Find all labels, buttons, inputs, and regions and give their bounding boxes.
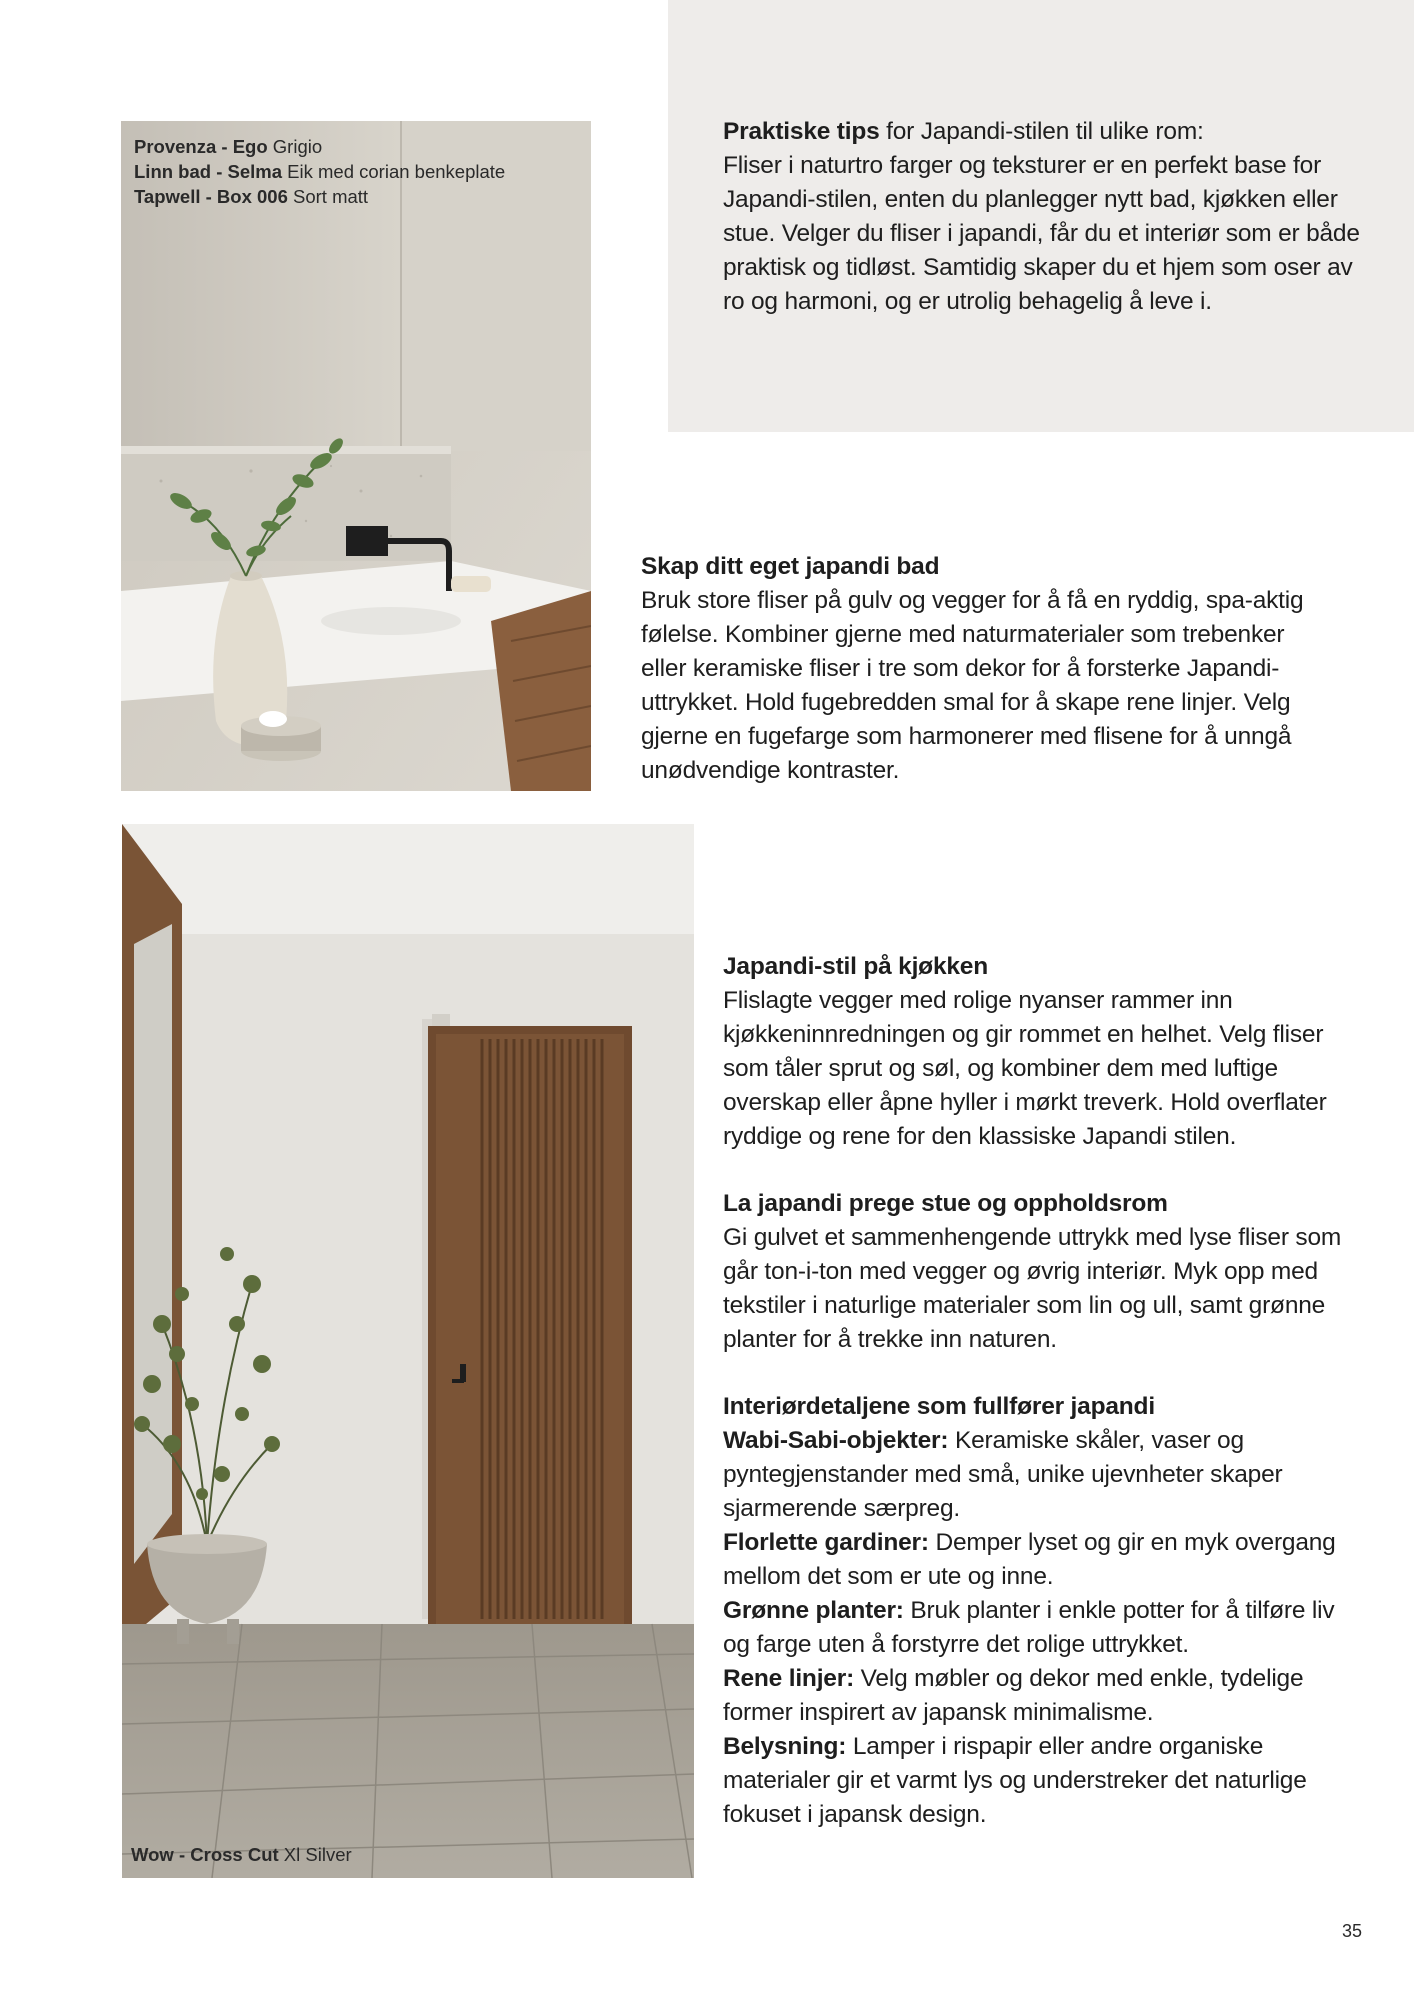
detail-item — [723, 1526, 1363, 1594]
kitchen-heading: Japandi-stil på kjøkken — [723, 953, 988, 980]
detail-text: Velg møbler og dekor med enkle, tydelige former inspirert av japansk minimalisme. — [723, 1665, 1304, 1726]
detail-term: Florlette gardiner: — [723, 1529, 929, 1556]
detail-item — [723, 1594, 1363, 1662]
hallway-photo-caption — [131, 1842, 352, 1867]
hallway-photo — [122, 824, 694, 1878]
bathroom-heading: Skap ditt eget japandi bad — [641, 553, 940, 580]
kitchen-body: Flislagte vegger med rolige nyanser rammer inn kjøkkeninnredningen og gir rommet en helhet. Velg fliser som tåler sprut og søl, og kombiner dem med luftige overskap eller åpne hyller i mørkt treverk. Hold overflater ryddige og rene for den klassiske Japandi stilen. — [723, 987, 1327, 1150]
detail-item — [723, 1662, 1363, 1730]
caption-product: Linn bad - Selma — [134, 161, 283, 182]
caption-product: Tapwell - Box 006 — [134, 186, 288, 207]
details-heading: Interiørdetaljene som fullfører japandi — [723, 1393, 1155, 1420]
bathroom-illustration — [121, 121, 591, 791]
caption-variant: Xl Silver — [278, 1844, 352, 1865]
caption-line — [134, 134, 505, 159]
caption-line — [134, 159, 505, 184]
caption-variant: Grigio — [267, 136, 323, 157]
caption-product: Wow - Cross Cut — [131, 1844, 279, 1865]
intro-body: Fliser i naturtro farger og teksturer er en perfekt base for Japandi-stilen, enten du planlegger nytt bad, kjøkken eller stue. Velger du fliser i japandi, får du et interiør som er både praktisk og tidløst. Samtidig skaper du et hjem som oser av ro og harmoni, og er utrolig behagelig å leve i. — [723, 152, 1360, 315]
caption-line — [134, 184, 505, 209]
detail-item — [723, 1730, 1363, 1832]
detail-term: Grønne planter: — [723, 1597, 904, 1624]
bathroom-body: Bruk store fliser på gulv og vegger for å få en ryddig, spa-aktig følelse. Kombiner gjerne med naturmaterialer som trebenker eller keramiske fliser i tre som dekor for å forsterke Japandi-uttrykket. Hold fugebredden smal for å skape rene linjer. Velg gjerne en fugefarge som harmonerer med flisene for å unngå unødvendige kontraster. — [641, 587, 1304, 784]
intro-lead: Praktiske tips — [723, 118, 880, 145]
detail-term: Wabi-Sabi-objekter: — [723, 1427, 949, 1454]
page-number: 35 — [1341, 1921, 1362, 1941]
caption-product: Provenza - Ego — [134, 136, 268, 157]
detail-text: Demper lyset og gir en myk overgang mellom det som er ute og inne. — [723, 1529, 1336, 1590]
detail-term: Rene linjer: — [723, 1665, 855, 1692]
bathroom-section — [641, 550, 1321, 788]
detail-text: Lamper i rispapir eller andre organiske materialer gir et varmt lys og understreker det naturlige fokuset i japansk design. — [723, 1733, 1307, 1828]
room-tips-section — [723, 950, 1363, 1832]
bathroom-photo-captions — [134, 134, 505, 209]
detail-term: Belysning: — [723, 1733, 847, 1760]
bathroom-photo — [121, 121, 591, 791]
detail-text: Bruk planter i enkle potter for å tilføre liv og farge uten å forstyrre det rolige uttrykket. — [723, 1597, 1335, 1658]
detail-item — [723, 1424, 1363, 1526]
caption-variant: Sort matt — [287, 186, 369, 207]
intro-lead-rest: for Japandi-stilen til ulike rom: — [879, 118, 1204, 145]
caption-variant: Eik med corian benkeplate — [282, 161, 506, 182]
living-heading: La japandi prege stue og oppholdsrom — [723, 1190, 1168, 1217]
detail-text: Keramiske skåler, vaser og pyntegjenstander med små, unike ujevnheter skaper sjarmerende særpreg. — [723, 1427, 1283, 1522]
living-body: Gi gulvet et sammenhengende uttrykk med lyse fliser som går ton-i-ton med vegger og øvrig interiør. Myk opp med tekstiler i naturlige materialer som lin og ull, samt grønne planter for å trekke inn naturen. — [723, 1224, 1342, 1353]
hallway-illustration — [122, 824, 694, 1878]
intro-section — [723, 115, 1373, 319]
